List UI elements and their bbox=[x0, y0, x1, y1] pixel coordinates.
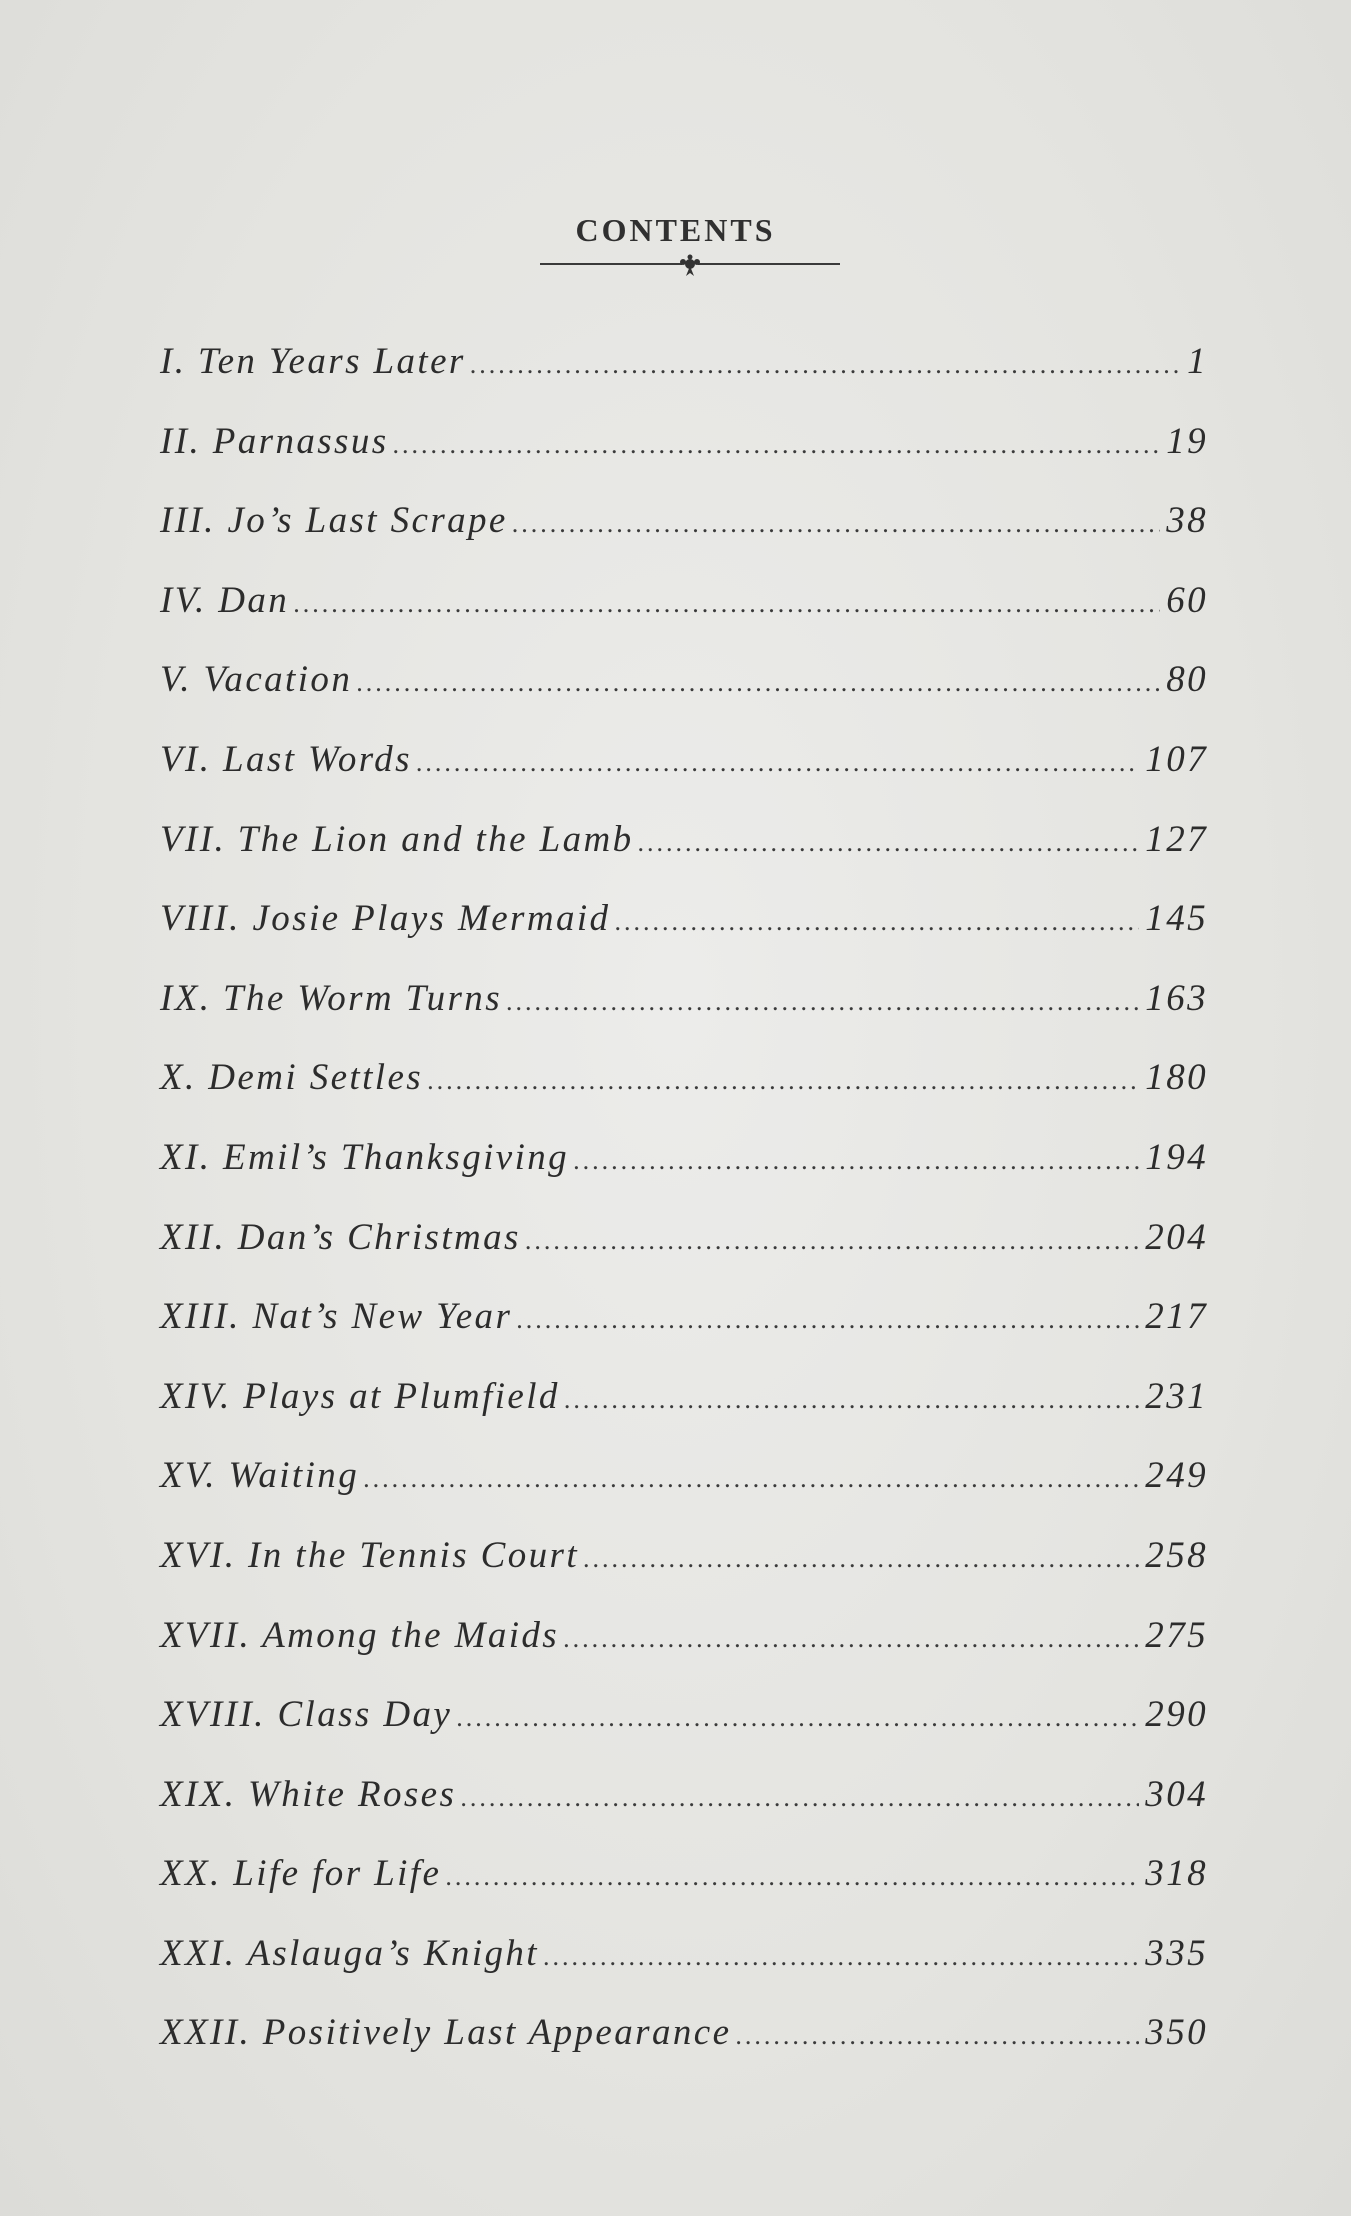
chapter-page-number: 350 bbox=[1145, 2012, 1208, 2054]
dot-leader bbox=[512, 509, 1160, 539]
chapter-title: XX. Life for Life bbox=[160, 1853, 442, 1895]
toc-entry bbox=[160, 1534, 1208, 1614]
dot-leader bbox=[293, 589, 1160, 619]
chapter-page-number: 180 bbox=[1145, 1057, 1208, 1099]
toc-entry bbox=[160, 658, 1208, 738]
chapter-page-number: 304 bbox=[1145, 1773, 1208, 1815]
toc-entry bbox=[160, 579, 1208, 659]
chapter-page-number: 163 bbox=[1145, 977, 1208, 1019]
chapter-page-number: 258 bbox=[1145, 1534, 1208, 1576]
chapter-title: XIV. Plays at Plumfield bbox=[160, 1375, 560, 1417]
dot-leader bbox=[543, 1942, 1139, 1972]
chapter-page-number: 217 bbox=[1145, 1296, 1208, 1338]
chapter-title: VII. The Lion and the Lamb bbox=[160, 818, 634, 860]
toc-entry bbox=[160, 499, 1208, 579]
dot-leader bbox=[614, 907, 1139, 937]
chapter-page-number: 19 bbox=[1166, 420, 1208, 462]
chapter-page-number: 1 bbox=[1187, 341, 1208, 382]
chapter-page-number: 275 bbox=[1145, 1614, 1208, 1656]
chapter-title: XIII. Nat’s New Year bbox=[160, 1296, 513, 1338]
chapter-page-number: 290 bbox=[1145, 1694, 1208, 1736]
dot-leader bbox=[638, 828, 1140, 858]
toc-entry bbox=[160, 2011, 1208, 2091]
chapter-title: I. Ten Years Later bbox=[160, 341, 466, 382]
chapter-title: II. Parnassus bbox=[160, 420, 389, 462]
dot-leader bbox=[470, 350, 1181, 380]
chapter-page-number: 60 bbox=[1166, 579, 1208, 621]
chapter-title: VI. Last Words bbox=[160, 738, 412, 780]
chapter-title: XVIII. Class Day bbox=[160, 1694, 453, 1736]
chapter-page-number: 204 bbox=[1145, 1216, 1208, 1258]
dot-leader bbox=[573, 1146, 1139, 1176]
toc-entry bbox=[160, 738, 1208, 818]
toc-entry bbox=[160, 818, 1208, 898]
dot-leader bbox=[393, 430, 1161, 460]
chapter-page-number: 127 bbox=[1145, 818, 1208, 860]
dot-leader bbox=[356, 668, 1160, 698]
toc-entry bbox=[160, 977, 1208, 1057]
chapter-title: XI. Emil’s Thanksgiving bbox=[160, 1136, 570, 1178]
toc-entry bbox=[160, 897, 1208, 977]
dot-leader bbox=[416, 748, 1139, 778]
toc-entry bbox=[160, 340, 1208, 420]
chapter-title: XXI. Aslauga’s Knight bbox=[160, 1932, 539, 1974]
dot-leader bbox=[445, 1862, 1139, 1892]
chapter-title: VIII. Josie Plays Mermaid bbox=[160, 898, 611, 940]
chapter-title: XV. Waiting bbox=[160, 1455, 360, 1497]
chapter-page-number: 80 bbox=[1166, 659, 1208, 701]
table-of-contents bbox=[160, 340, 1208, 2091]
chapter-page-number: 145 bbox=[1145, 898, 1208, 940]
chapter-title: V. Vacation bbox=[160, 659, 353, 701]
chapter-page-number: 231 bbox=[1145, 1375, 1208, 1417]
dot-leader bbox=[583, 1544, 1139, 1574]
toc-entry bbox=[160, 1295, 1208, 1375]
dot-leader bbox=[460, 1783, 1139, 1813]
chapter-page-number: 335 bbox=[1145, 1932, 1208, 1974]
chapter-title: IV. Dan bbox=[160, 579, 290, 621]
chapter-title: XVII. Among the Maids bbox=[160, 1614, 560, 1656]
toc-entry bbox=[160, 1852, 1208, 1932]
toc-entry bbox=[160, 1136, 1208, 1216]
chapter-title: IX. The Worm Turns bbox=[160, 977, 503, 1019]
chapter-title: XII. Dan’s Christmas bbox=[160, 1216, 521, 1258]
toc-entry bbox=[160, 1454, 1208, 1534]
toc-entry bbox=[160, 1056, 1208, 1136]
dot-leader bbox=[563, 1624, 1139, 1654]
chapter-page-number: 107 bbox=[1145, 738, 1208, 780]
chapter-title: X. Demi Settles bbox=[160, 1057, 424, 1099]
chapter-page-number: 194 bbox=[1145, 1136, 1208, 1178]
dot-leader bbox=[516, 1305, 1139, 1335]
dot-leader bbox=[735, 2021, 1139, 2051]
toc-entry bbox=[160, 1614, 1208, 1694]
toc-entry bbox=[160, 1773, 1208, 1853]
toc-entry bbox=[160, 420, 1208, 500]
chapter-title: XXII. Positively Last Appearance bbox=[160, 2012, 732, 2054]
toc-entry bbox=[160, 1932, 1208, 2012]
chapter-page-number: 318 bbox=[1145, 1853, 1208, 1895]
toc-entry bbox=[160, 1216, 1208, 1296]
chapter-title: XVI. In the Tennis Court bbox=[160, 1534, 580, 1576]
fleuron-rule-icon bbox=[540, 252, 840, 282]
dot-leader bbox=[564, 1385, 1139, 1415]
dot-leader bbox=[506, 987, 1139, 1017]
chapter-page-number: 249 bbox=[1145, 1455, 1208, 1497]
toc-entry bbox=[160, 1375, 1208, 1455]
dot-leader bbox=[525, 1226, 1139, 1256]
dot-leader bbox=[363, 1464, 1139, 1494]
toc-entry bbox=[160, 1693, 1208, 1773]
chapter-title: III. Jo’s Last Scrape bbox=[160, 500, 508, 542]
chapter-page-number: 38 bbox=[1166, 500, 1208, 542]
contents-heading-wrap bbox=[0, 212, 1351, 249]
chapter-title: XIX. White Roses bbox=[160, 1773, 457, 1815]
contents-heading: CONTENTS bbox=[575, 212, 776, 248]
dot-leader bbox=[456, 1703, 1139, 1733]
dot-leader bbox=[427, 1066, 1139, 1096]
